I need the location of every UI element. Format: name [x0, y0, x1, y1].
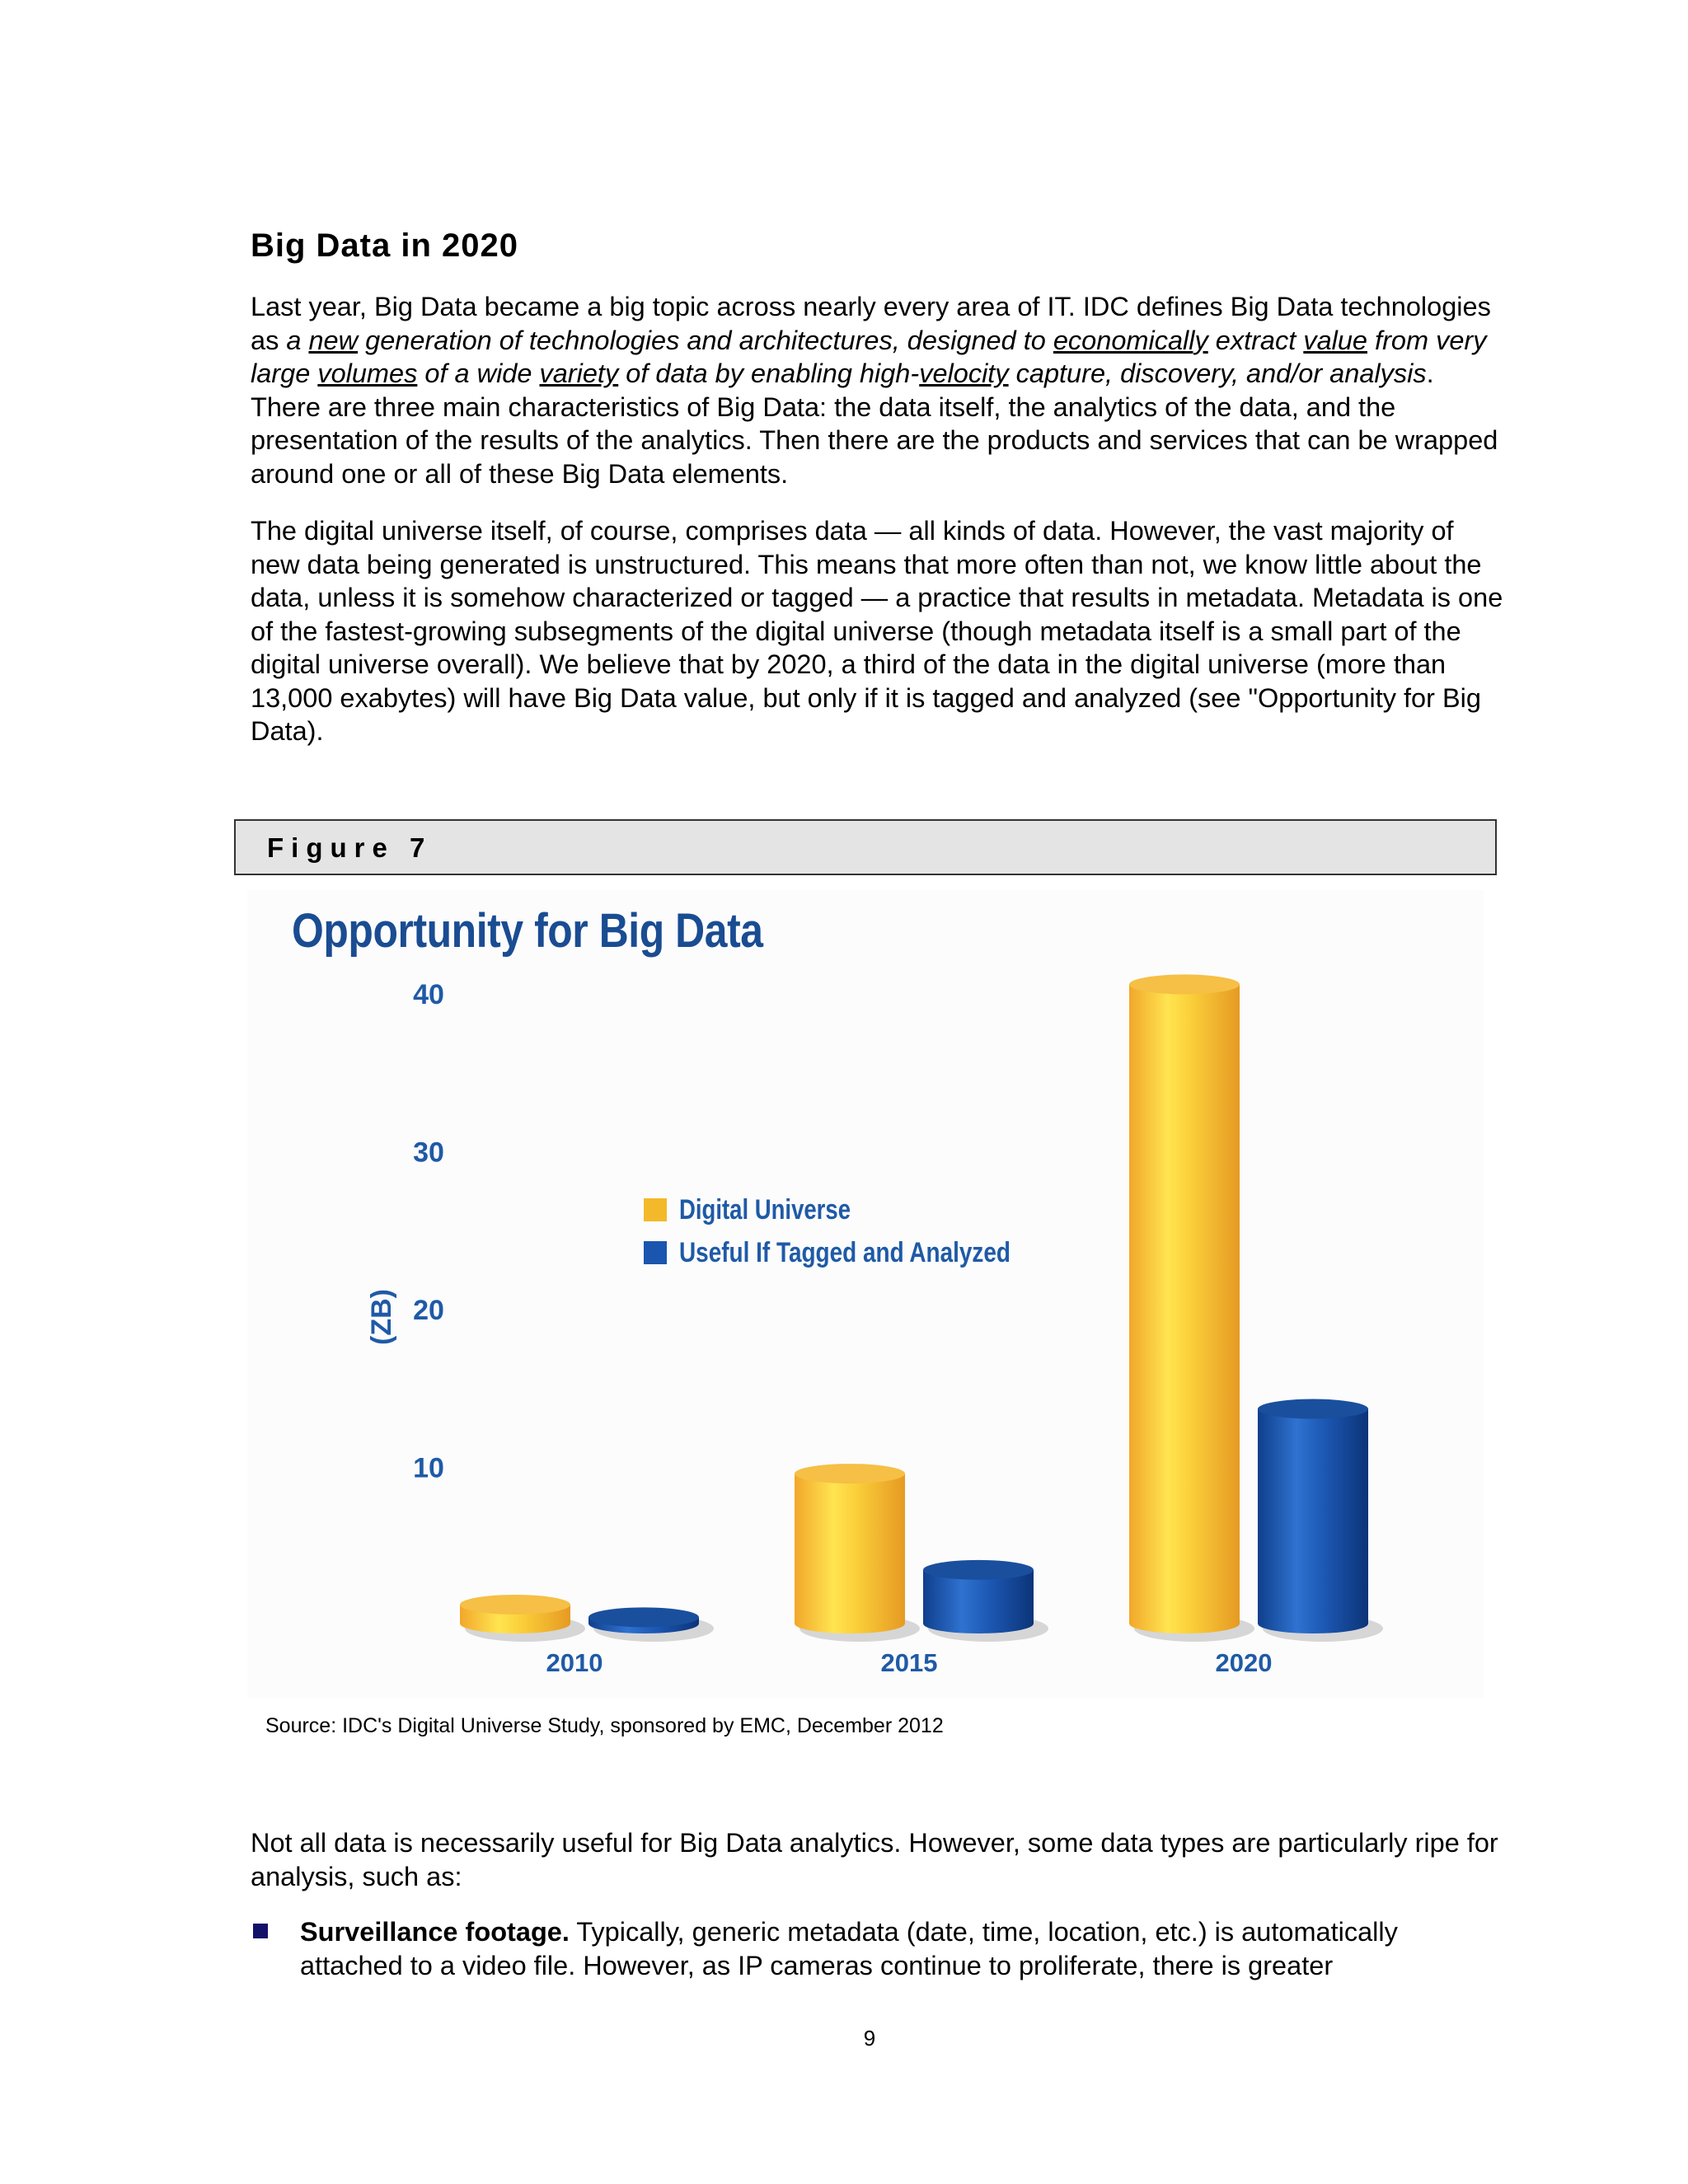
section-heading: Big Data in 2020: [251, 227, 519, 264]
text-run: generation of technologies and architectures, designed to: [358, 325, 1053, 355]
chart-title: Opportunity for Big Data: [292, 904, 763, 958]
text-run: from very large: [251, 325, 1487, 388]
y-tick-label: 10: [413, 1452, 444, 1484]
text-run: capture, discovery, and/or analysis: [1008, 359, 1427, 388]
page-number: 9: [863, 2026, 876, 2050]
text-run: . There are three main characteristics of Big Data: the data itself, the analytics of the data, and the presentation of the results of the analytics. Then there are the products and services that can be wrapped around one or all of these Big Data elements.: [251, 359, 1498, 489]
paragraph-data-types: Not all data is necessarily useful for Big Data analytics. However, some data types are particularly ripe for analysis, such as:: [251, 1828, 1498, 1891]
bar-2010-digital-universe: [460, 1595, 585, 1642]
y-axis-label: (ZB): [366, 1289, 397, 1345]
underlined-term: value: [1303, 325, 1368, 355]
text-run: of data by enabling high-: [618, 359, 920, 388]
bullet-body: Typically, generic metadata (date, time, location, etc.) is automatically attached to a video file. However, as IP cameras continue to proliferate, there is greater: [300, 1917, 1398, 1980]
figure-label: Figure 7: [267, 832, 433, 863]
underlined-term: velocity: [919, 359, 1009, 388]
x-tick-label: 2020: [1215, 1648, 1273, 1677]
legend-swatch: [644, 1241, 667, 1264]
source-note: Source: IDC's Digital Universe Study, sponsored by EMC, December 2012: [265, 1714, 944, 1737]
underlined-term: new: [308, 325, 359, 355]
text-run: of a wide: [417, 359, 540, 388]
paragraph-digital-universe: The digital universe itself, of course, comprises data — all kinds of data. However, the vast majority of new data being generated is unstructured. This means that more often than not, we know little about the data, unless it is somehow characterized or tagged — a practice that results in metadata. Metadata is one of the fastest-growing subsegments of the digital universe (though metadata itself is a small part of the digital universe overall). We believe that by 2020, a third of the data in the digital universe (more than 13,000 exabytes) will have Big Data value, but only if it is tagged and analyzed (see "Opportunity for Big Data).: [251, 516, 1503, 746]
bar-2020-digital-universe: [1129, 974, 1254, 1642]
x-tick-label: 2015: [880, 1648, 938, 1677]
underlined-term: economically: [1053, 325, 1208, 355]
underlined-term: variety: [539, 359, 619, 388]
text-run: a: [286, 325, 309, 355]
text-run: extract: [1207, 325, 1304, 355]
bullet-marker: [253, 1924, 268, 1938]
bar-2020-useful-tagged: [1258, 1399, 1383, 1642]
bar-2015-useful-tagged: [923, 1560, 1048, 1642]
x-tick-label: 2010: [546, 1648, 603, 1677]
legend-label: Digital Universe: [679, 1194, 851, 1226]
legend-swatch: [644, 1198, 667, 1221]
y-tick-label: 30: [413, 1137, 444, 1169]
bar-2015-digital-universe: [795, 1464, 920, 1642]
y-tick-label: 40: [413, 979, 444, 1010]
text-run: Last year, Big Data became a big topic across nearly every area of IT. IDC defines Big Data technologies as: [251, 292, 1491, 355]
bullet-surveillance-footage: [300, 1915, 1503, 1982]
legend-label: Useful If Tagged and Analyzed: [679, 1237, 1010, 1268]
bullet-title: Surveillance footage.: [300, 1917, 570, 1947]
y-tick-label: 20: [413, 1295, 444, 1326]
underlined-term: volumes: [317, 359, 418, 388]
bar-2010-useful-tagged: [588, 1607, 714, 1642]
